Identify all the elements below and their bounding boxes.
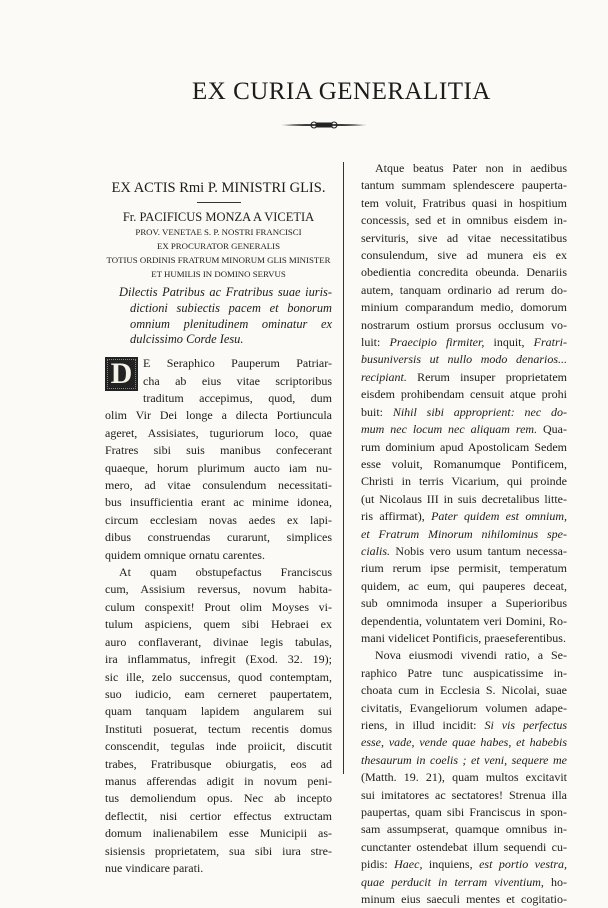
text-line: cunctanter ostendebat illum sequendi cu- (361, 839, 567, 854)
text-line: civitatis, Evangeliorum volumen adape- (361, 700, 567, 715)
text-line: rum dominium apud Apostolicam Sedem (361, 439, 567, 454)
quote-run: recipiant. (361, 369, 407, 384)
paragraph-3 (361, 160, 567, 647)
text-line: conscendit, tegulas inde proiicit, discutit (105, 739, 332, 754)
quote-run: Nihil sibi approprient: nec do- (392, 404, 567, 419)
quote-run: est portio vestra, (479, 857, 568, 872)
text-line: traditum accepimus, quod, dum (143, 391, 332, 405)
sender-title-2: EX PROCURATOR GENERALIS (156, 241, 280, 251)
text-line: servituris, sive ad vitae necessitatibus (361, 230, 567, 245)
text-line: suo iudicio, eam cerneret paupertatem, (105, 686, 332, 701)
text-line (361, 369, 567, 386)
text-line: manus afferendas adigit in novum peni- (105, 773, 332, 788)
text-line: cha ab eius vitae scriptoribus (143, 373, 332, 388)
text-run: buit: (361, 404, 393, 419)
text-line: Nova eiusmodi vivendi ratio, a Se- (375, 648, 567, 663)
text-line: Fratres sibi suis manibus confecerant (105, 443, 332, 458)
greeting (105, 285, 332, 348)
text-line: sisiensis proprietatem, sua sibi iura stre- (105, 843, 332, 858)
text-line: eisdem prohibendam censuit atque prohi (361, 387, 567, 402)
sender-block (105, 209, 332, 281)
text-line: (Matth. 19. 21), quam multos excitavit (361, 770, 567, 785)
quote-run: Fratri- (533, 335, 567, 350)
quote-line: busuniversis ut nullo modo denarios... (361, 352, 567, 367)
text-line: minium comparandum medio, domorum (361, 300, 567, 315)
quote-run: cialis. (361, 543, 390, 558)
text-run: ho- (543, 874, 567, 889)
dropcap-letter: D (110, 357, 133, 391)
text-line: circum ecclesiam novas aedes ex lapi- (105, 512, 332, 527)
sender-title-4: ET HUMILIS IN DOMINO SERVUS (151, 269, 286, 279)
text-line: quidem omnique ornatu carentes. (105, 547, 265, 562)
page-title: EX CURIA GENERALITIA (192, 78, 491, 105)
text-line: dibus construendas curarunt, simplices (105, 530, 332, 545)
text-line (361, 404, 567, 421)
heading-rule (197, 202, 241, 203)
text-line: bus insufficientia erant ac minime idonea, (105, 495, 332, 510)
sender-title-1: PROV. VENETAE S. P. NOSTRI FRANCISCI (135, 227, 302, 237)
text-line: tulum aspiciens, quem sibi Hebraei ex (105, 617, 332, 632)
quote-run: Haec, (394, 857, 423, 872)
text-run: ris affirmat), (361, 509, 432, 524)
text-line: mani videlicet Pontificis, praeseferentibus. (361, 630, 566, 645)
text-line: sub omnimoda insuper a Superioribus (361, 596, 567, 611)
column-divider (343, 162, 344, 774)
text-line: ageret, Assisiates, tuguriorum loco, quae (105, 425, 332, 440)
text-line: obedientia concredita obeunda. Denariis (361, 265, 567, 280)
text-line (361, 334, 567, 351)
sender-title-3: TOTIUS ORDINIS FRATRUM MINORUM GLIS MINISTER (106, 255, 331, 265)
text-line: tantum summam splendescere pauperta- (361, 178, 567, 193)
text-line: At quam obstupefactus Franciscus (119, 565, 332, 580)
text-line: culum conspexit! Prout olim Moyses vi- (105, 599, 332, 614)
text-line: mero, ad vitae consulendum necessitati- (105, 478, 332, 493)
text-line: quam tanquam lapidem angularem sui (105, 704, 332, 719)
text-line: consulendum, sive ad munera eis ex (361, 248, 567, 263)
text-line: cum, Assisium reversus, novum habita- (105, 582, 332, 597)
text-line: nue vindicare parati. (105, 860, 204, 875)
text-line: nostrarum ostium prorsus occlusum vo- (361, 317, 567, 332)
text-line: deflectit, nisi certior effectus extructam (105, 808, 332, 823)
sender-name: Fr. PACIFICUS MONZA A VICETIA (122, 210, 315, 224)
text-line: ira inflammatus, infregit (Exod. 32. 19); (105, 652, 332, 667)
quote-run: Pater quidem est omnium, (431, 509, 568, 524)
quote-run: Praecipio firmiter, (389, 335, 485, 350)
quote-run: quae perducit in terram viventium, (361, 874, 544, 889)
greeting-line: Dilectis Patribus ac Fratribus suae iuris- (119, 285, 332, 299)
text-line: paupertas, quam sibi Franciscus in spon- (361, 805, 567, 820)
text-line (361, 717, 567, 734)
text-line: esse voluit, Romanumque Pontificem, (361, 456, 567, 471)
section-heading: EX ACTIS Rmi P. MINISTRI GLIS. (111, 180, 326, 196)
paragraph-2 (105, 564, 332, 877)
text-run: riens, in illud incidit: (361, 718, 485, 732)
text-line: raphico Patre tunc auspicatissime in- (361, 665, 567, 680)
text-line (361, 421, 567, 438)
text-line (361, 543, 567, 560)
text-line: sui imitatores ac sectatores! Strenua illa (361, 787, 567, 802)
greeting-line: dictioni subiectis pacem et bonorum (130, 300, 332, 315)
text-line: dependentia, voluntatem veri Domini, Ro- (361, 613, 567, 628)
right-column (361, 160, 567, 908)
text-line: autem, tanquam ordinario ad rerum do- (361, 282, 567, 297)
text-line (361, 856, 567, 873)
greeting-line: dulcissimo Corde Iesu. (130, 332, 244, 347)
dropcap (105, 357, 138, 391)
text-line: choata cum in Ecclesia S. Nicolai, suae (361, 683, 567, 698)
text-run: luit: (361, 335, 390, 350)
text-line (361, 874, 567, 891)
text-run: pidis: (361, 857, 395, 872)
paragraph-4 (361, 647, 567, 908)
quote-line: esse, vade, vende quae habes, et habebis (361, 735, 567, 750)
quote-run: Si vis perfectus (484, 718, 567, 732)
text-line: auro conflaverant, divinae legis tabulas, (105, 634, 332, 649)
text-line: quaeque, horum plurimum aucto iam nu- (105, 460, 332, 475)
text-line: domum inalienabilem esse Municipii as- (105, 826, 332, 841)
text-line: tus demoliendum opus. Nec ab incepto (105, 791, 332, 806)
ornament-divider-icon (281, 119, 367, 131)
text-run: Rerum insuper proprietatem (406, 369, 567, 384)
text-run: inquit, (484, 335, 534, 350)
quote-line: thesaurum in coelis ; et veni, sequere me (361, 752, 567, 767)
text-line: quidem, ac eum, qui pauperes deceat, (361, 578, 567, 593)
text-line: olim Vir Dei longe a dilecta Portiuncula (105, 408, 332, 423)
text-run: Nobis vero usum tantum necessa- (390, 543, 567, 558)
text-line: Atque beatus Pater non in aedibus (375, 161, 567, 175)
text-line: sic ille, zelo succensus, quod contemptam, (105, 669, 332, 684)
text-line: trabes, Fratribusque obiurgatis, eos ad (105, 756, 332, 771)
text-run: Qua- (537, 422, 567, 437)
text-line: (ut Nicolaus III in suis decretalibus litte- (361, 491, 567, 506)
text-line (361, 508, 567, 525)
quote-run: mum nec locum nec aliquam rem. (361, 422, 538, 437)
greeting-line: omnium plenitudinem ominatur ex (130, 316, 332, 331)
text-line: rium rerum ipse permisit, temperatum (361, 561, 567, 576)
left-column (105, 178, 332, 877)
text-line: concessis, sed et in omnibus eisdem in- (361, 213, 567, 228)
text-line: minum eius saeculi mentes et cogitatio- (361, 892, 567, 907)
text-line: Christi in terris Vicarium, qui proinde (361, 474, 567, 489)
quote-line: et Fratrum Minorum nihilominus spe- (361, 526, 567, 541)
text-run: inquiens, (422, 857, 480, 872)
text-line: E Seraphico Pauperum Patriar- (143, 356, 332, 371)
text-line: Instituti posuerat, tectum recentis domus (105, 721, 332, 736)
text-line: tem voluit, Fratribus quasi in hospitium (361, 195, 567, 210)
text-line: sam assumpserat, quamque omnibus in- (361, 822, 567, 837)
paragraph-1 (105, 355, 332, 564)
